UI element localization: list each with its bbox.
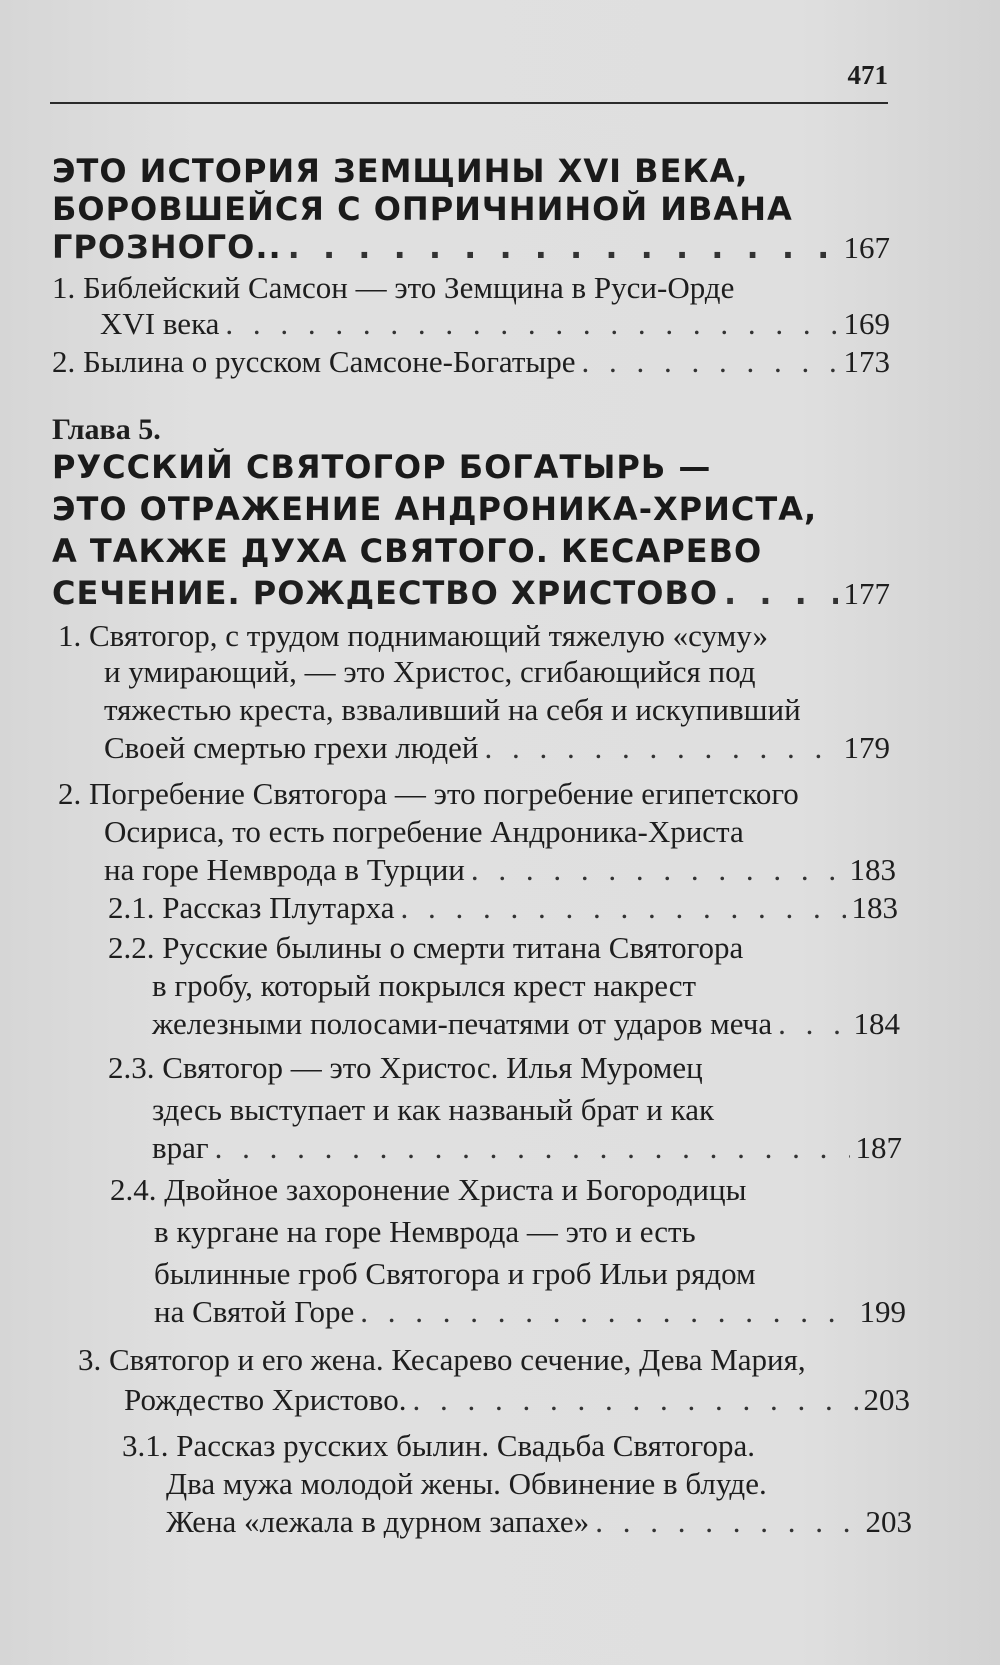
toc-entry-2-4[interactable] (154, 1292, 906, 1332)
dot-leader (401, 888, 846, 928)
toc-entry-a1[interactable] (100, 304, 890, 344)
dot-leader (360, 1292, 853, 1332)
toc-entry-line: на Святой Горе (154, 1294, 355, 1329)
dot-leader (778, 1004, 847, 1044)
dot-leader (215, 1128, 850, 1168)
toc-entry-3-1[interactable] (166, 1502, 912, 1542)
toc-entry-line: Жена «лежала в дурном запахе» (166, 1504, 590, 1539)
toc-entry-line: железными полосами-печатями от ударов меча (152, 1006, 773, 1041)
page-ref: 179 (843, 730, 890, 765)
dot-leader (484, 728, 837, 768)
chapter-label: Глава 5. (52, 413, 161, 446)
chapter-title-line: СЕЧЕНИЕ. РОЖДЕСТВО ХРИСТОВО (52, 574, 719, 612)
page-ref: 167 (843, 230, 890, 265)
page-ref: 199 (859, 1294, 906, 1329)
toc-entry-line: 2. Былина о русском Самсоне-Богатыре (52, 344, 576, 379)
toc-entry-line: 2.4. Двойное захоронение Христа и Богородицы (110, 1172, 747, 1207)
dot-leader (412, 1380, 857, 1420)
page-number: 471 (847, 60, 888, 90)
page-ref: 183 (849, 852, 896, 887)
toc-entry-chapter5[interactable] (52, 570, 890, 617)
toc-entry-2-1[interactable] (108, 888, 898, 928)
toc-entry-line: XVI века (100, 306, 220, 341)
toc-entry-line: 1. Библейский Самсон — это Земщина в Руси-Орде (52, 270, 735, 305)
header-rule (50, 102, 888, 104)
toc-entry-line: 3.1. Рассказ русских былин. Свадьба Святогора. (122, 1428, 755, 1463)
page-ref: 203 (863, 1382, 910, 1417)
dot-leader (471, 850, 844, 890)
toc-entry-a2[interactable] (52, 342, 890, 382)
toc-entry-3[interactable] (124, 1380, 910, 1420)
page-ref: 183 (851, 890, 898, 925)
toc-entry-2[interactable] (104, 850, 896, 890)
toc-entry-line: 2.3. Святогор — это Христос. Илья Муромец (108, 1050, 703, 1085)
toc-entry-line: здесь выступает и как названый брат и как (152, 1092, 715, 1127)
toc-entry-line: на горе Немврода в Турции (104, 852, 465, 887)
page-ref: 173 (843, 344, 890, 379)
toc-entry-line: 2.1. Рассказ Плутарха (108, 890, 395, 925)
toc-entry-line: в кургане на горе Немврода — это и есть (154, 1214, 696, 1249)
page-ref: 169 (843, 306, 890, 341)
dot-leader (288, 224, 838, 270)
toc-entry-2-2[interactable] (152, 1004, 900, 1044)
toc-entry-line: и умирающий, — это Христос, сгибающийся под (104, 654, 756, 689)
chapter-title-line: РУССКИЙ СВЯТОГОР БОГАТЫРЬ — (52, 448, 712, 486)
toc-entry-line: тяжестью креста, взваливший на себя и искупивший (104, 692, 801, 727)
page-ref: 177 (843, 576, 890, 611)
toc-entry-line: Рождество Христово. (124, 1382, 407, 1417)
page-ref: 203 (865, 1504, 912, 1539)
toc-entry-section-a[interactable] (52, 224, 890, 271)
section-title-line: ГРОЗНОГО.. (52, 228, 282, 266)
page-ref: 184 (853, 1006, 900, 1041)
toc-entry-line: 2.2. Русские былины о смерти титана Святогора (108, 930, 744, 965)
toc-entry-line: Осириса, то есть погребение Андроника-Христа (104, 814, 744, 849)
chapter-title-line: ЭТО ОТРАЖЕНИЕ АНДРОНИКА-ХРИСТА, (52, 490, 818, 528)
section-title-line: БОРОВШЕЙСЯ С ОПРИЧНИНОЙ ИВАНА (52, 190, 793, 228)
toc-entry-line: былинные гроб Святогора и гроб Ильи рядом (154, 1256, 756, 1291)
toc-entry-line: в гробу, который покрылся крест накрест (152, 968, 697, 1003)
page-ref: 187 (855, 1130, 902, 1165)
toc-entry-2-3[interactable] (152, 1128, 902, 1168)
toc-entry-line: 1. Святогор, с трудом поднимающий тяжелую «суму» (58, 618, 769, 653)
toc-entry-line: 2. Погребение Святогора — это погребение египетского (58, 776, 799, 811)
dot-leader (582, 342, 838, 382)
toc-entry-1[interactable] (104, 728, 890, 768)
toc-entry-line: Два мужа молодой жены. Обвинение в блуде. (166, 1466, 767, 1501)
toc-entry-line: 3. Святогор и его жена. Кесарево сечение, Дева Мария, (78, 1342, 806, 1377)
dot-leader (595, 1502, 859, 1542)
toc-entry-line: Своей смертью грехи людей (104, 730, 479, 765)
section-title-line: ЭТО ИСТОРИЯ ЗЕМЩИНЫ XVI ВЕКА, (52, 152, 749, 190)
dot-leader (724, 570, 837, 616)
toc-entry-line: враг (152, 1130, 209, 1165)
chapter-title-line: А ТАКЖЕ ДУХА СВЯТОГО. КЕСАРЕВО (52, 532, 763, 570)
dot-leader (225, 304, 837, 344)
